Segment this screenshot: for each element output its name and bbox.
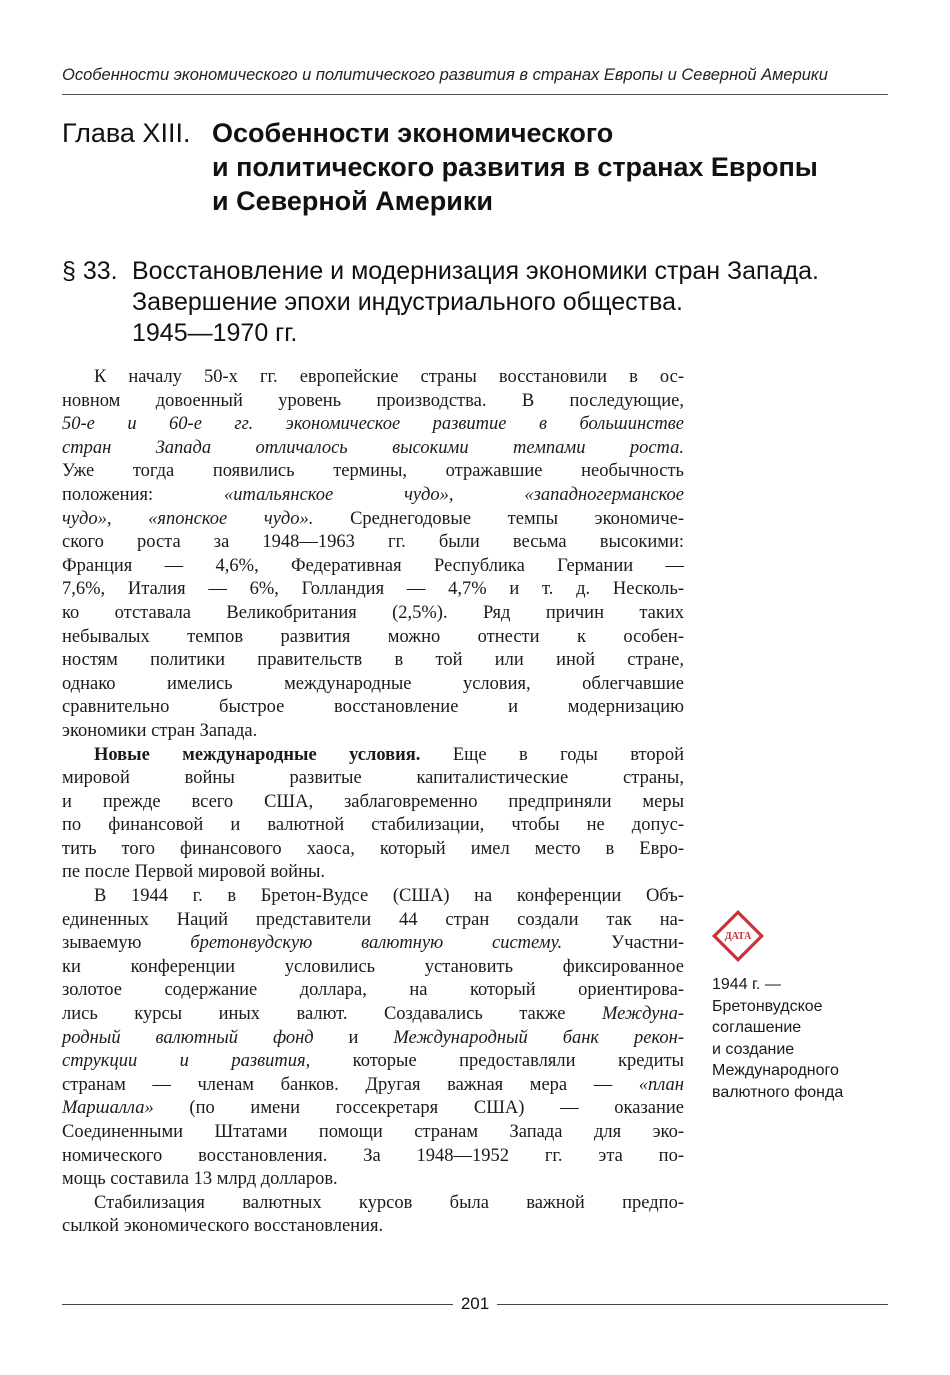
- side-note: [712, 974, 912, 1103]
- text-line: и прежде всего США, заблаговременно предприняли меры: [62, 791, 684, 812]
- text-line: мировой войны развитые капиталистические страны,: [62, 768, 684, 789]
- text-line: золотое содержание доллара, на который ориентирова-: [62, 980, 684, 1001]
- chapter-label: Глава XIII.: [62, 118, 191, 148]
- italic-text: чудо», «японское чудо».: [62, 508, 314, 529]
- text-line: [62, 1074, 684, 1098]
- text-line: Стабилизация валютных курсов была важной предпо-: [94, 1192, 684, 1213]
- text-span: положения:: [62, 484, 154, 505]
- footer-rule-right: [497, 1304, 888, 1305]
- text-line: ностям политики правительств в той или иной стране,: [62, 650, 684, 671]
- running-head: Особенности экономического и политического развития в странах Европы и Северной Америки: [62, 66, 828, 84]
- text-line: Франция — 4,6%, Федеративная Республика Германии —: [62, 555, 684, 576]
- text-span: Участни-: [562, 933, 684, 954]
- date-badge-icon: [710, 908, 766, 964]
- text-span: Еще в годы второй: [420, 744, 685, 765]
- text-line: небывалых темпов развития можно отнести к особен-: [62, 626, 684, 647]
- header-rule: [62, 94, 888, 95]
- section-number: § 33.: [62, 257, 118, 285]
- italic-text: бретонвудскую валютную систему.: [190, 933, 563, 954]
- text-span: и: [313, 1027, 394, 1048]
- italic-text: струкции и развития,: [62, 1051, 311, 1072]
- text-line: мощь составила 13 млрд долларов.: [62, 1169, 338, 1190]
- text-line: [62, 1097, 684, 1121]
- text-line: [62, 744, 684, 768]
- italic-text: родный валютный фонд: [62, 1027, 314, 1048]
- section-title-line: Завершение эпохи индустриального общества.: [132, 288, 683, 316]
- italic-text: Международный банк рекон-: [393, 1027, 684, 1048]
- italic-text: «план: [638, 1074, 684, 1095]
- text-line: [62, 1003, 684, 1027]
- chapter-title-line: и политического развития в странах Европы: [212, 152, 818, 182]
- text-line: экономики стран Запада.: [62, 720, 258, 741]
- section-title-line: 1945—1970 гг.: [132, 319, 298, 347]
- italic-text: Междуна-: [601, 1004, 684, 1025]
- side-note-line: 1944 г. —: [712, 976, 781, 993]
- text-line: К началу 50-х гг. европейские страны восстановили в ос-: [94, 367, 684, 387]
- text-line: Уже тогда появились термины, отражавшие необычность: [62, 461, 684, 482]
- chapter-title-line: и Северной Америки: [212, 186, 493, 216]
- text-line: [62, 413, 684, 437]
- text-span: которые предоставляли кредиты: [310, 1051, 684, 1072]
- text-line: новном довоенный уровень производства. В последующие,: [62, 390, 684, 411]
- side-note-line: Бретонвудское: [712, 997, 823, 1015]
- text-span: зываемую: [62, 933, 191, 954]
- text-line: ки конференции условились установить фиксированное: [62, 956, 684, 977]
- text-line: сылкой экономического восстановления.: [62, 1216, 384, 1237]
- section-title: [132, 256, 819, 349]
- text-line: сравнительно быстрое восстановление и модернизацию: [62, 697, 684, 718]
- italic-text: «итальянское чудо», «западногерманское: [224, 484, 685, 505]
- text-line: тить того финансового хаоса, который имел место в Евро-: [62, 838, 684, 859]
- text-line: [62, 508, 684, 532]
- chapter-title: [212, 116, 818, 218]
- italic-text: 50-е и 60-е гг. экономическое развитие в большинстве: [62, 414, 684, 435]
- text-span: Среднегодовые темпы экономиче-: [313, 508, 684, 529]
- side-note-line: Международного: [712, 1062, 839, 1079]
- italic-text: Маршалла»: [62, 1098, 154, 1119]
- text-span: странам — членам банков. Другая важная мера —: [62, 1074, 639, 1095]
- body-text: [62, 366, 684, 1239]
- text-line: [62, 932, 684, 956]
- text-line: номического восстановления. За 1948—1952 гг. эта по-: [62, 1145, 684, 1166]
- text-line: [62, 437, 684, 461]
- text-line: ко отставала Великобритания (2,5%). Ряд причин таких: [62, 602, 684, 623]
- section-title-line: Восстановление и модернизация экономики стран Запада.: [132, 257, 819, 285]
- text-span: (по имени госсекретаря США) — оказание: [153, 1098, 684, 1119]
- page-number: 201: [460, 1294, 490, 1313]
- side-note-line: и создание: [712, 1040, 795, 1058]
- chapter-title-line: Особенности экономического: [212, 118, 614, 148]
- text-line: Соединенными Штатами помощи странам Запада для эко-: [62, 1122, 684, 1142]
- subheading: Новые международные условия.: [94, 744, 421, 765]
- text-line: по финансовой и валютной стабилизации, чтобы не допус-: [62, 815, 684, 836]
- text-span: лись курсы иных валют. Создавались также: [62, 1004, 602, 1025]
- side-note-line: соглашение: [712, 1019, 802, 1036]
- text-line: [62, 1050, 684, 1074]
- text-line: пе после Первой мировой войны.: [62, 862, 326, 883]
- side-note-line: валютного фонда: [712, 1083, 844, 1101]
- text-line: [62, 484, 684, 508]
- text-line: ского роста за 1948—1963 гг. были весьма высокими:: [62, 532, 684, 553]
- text-line: 7,6%, Италия — 6%, Голландия — 4,7% и т. д. Несколь-: [62, 579, 684, 600]
- text-line: единенных Наций представители 44 стран создали так на-: [62, 909, 684, 930]
- text-line: [62, 1027, 684, 1051]
- italic-text: стран Запада отличалось высокими темпами роста.: [62, 437, 684, 458]
- page-footer: [62, 1293, 888, 1315]
- text-line: однако имелись международные условия, облегчавшие: [62, 673, 684, 694]
- footer-rule-left: [62, 1304, 453, 1305]
- text-line: В 1944 г. в Бретон-Вудсе (США) на конференции Объ-: [94, 886, 684, 907]
- date-badge-label: ДАТА: [724, 931, 752, 942]
